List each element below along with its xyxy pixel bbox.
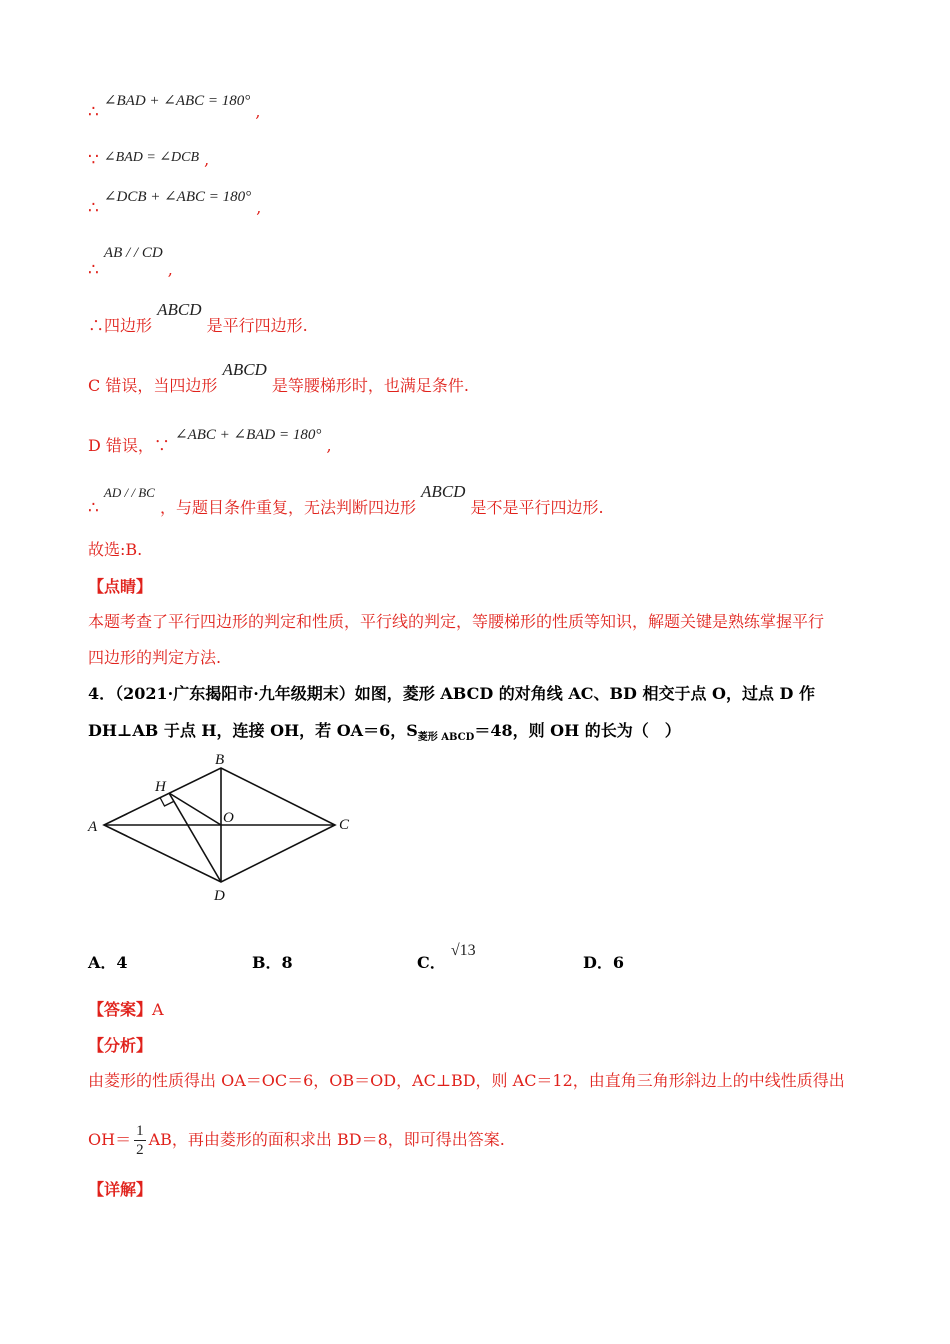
label-b: B — [215, 752, 225, 768]
step-line-1 — [88, 90, 261, 122]
step-line-7 — [88, 424, 332, 455]
step-line-3 — [88, 186, 262, 218]
analysis-text-line-2 — [88, 1122, 505, 1159]
detail-label: 【详解】 — [88, 1180, 153, 1199]
analysis-label: 【分析】 — [88, 1036, 153, 1055]
text-prefix: C 错误，当四边形 — [88, 376, 218, 395]
step-line-8 — [88, 482, 604, 518]
question-line-1: 4．（2021·广东揭阳市·九年级期末）如图，菱形 ABCD 的对角线 AC、BD 相交于点 O，过点 D 作 — [88, 684, 816, 703]
answer-value: A — [152, 1000, 164, 1019]
question-text-a: DH⊥AB 于点 H，连接 OH，若 OA＝6，S — [88, 721, 418, 740]
therefore-symbol: ∴ — [88, 498, 99, 518]
question-text-b: ＝48，则 OH 的长为（ ） — [474, 721, 681, 740]
option-b[interactable]: B．8 — [252, 953, 293, 972]
option-d[interactable]: D．6 — [583, 953, 625, 972]
sqrt-13: √13 — [450, 942, 476, 959]
step-line-4 — [88, 242, 173, 280]
label-c: C — [339, 817, 350, 833]
math-expression: ∠BAD + ∠ABC = 180° — [103, 93, 251, 109]
math-expression: ABCD — [157, 300, 202, 319]
rhombus-figure — [80, 748, 370, 908]
text-suffix: 是不是平行四边形. — [470, 498, 604, 517]
math-expression: ABCD — [222, 360, 267, 379]
option-c-label: C． — [417, 953, 446, 972]
area-subscript: 菱形 ABCD — [417, 732, 475, 744]
step-line-5 — [88, 300, 308, 335]
therefore-symbol: ∴ — [88, 102, 99, 122]
analysis-text-b: AB，再由菱形的面积求出 BD＝8，即可得出答案. — [148, 1130, 505, 1149]
punctuation: , — [256, 198, 262, 217]
label-h: H — [155, 779, 166, 795]
text-prefix: D 错误，∵ — [88, 436, 170, 455]
math-expression: ∠ABC + ∠BAD = 180° — [175, 427, 322, 443]
fraction-numerator: 1 — [136, 1123, 144, 1139]
segment-oh — [169, 793, 221, 825]
fraction-denominator: 2 — [136, 1142, 144, 1158]
answer-line — [88, 1000, 164, 1020]
text-middle: ，与题目条件重复，无法判断四边形 — [159, 498, 416, 517]
punctuation: , — [326, 436, 332, 455]
label-d: D — [214, 888, 225, 904]
math-expression: ∠BAD = ∠DCB — [103, 150, 200, 165]
step-line-6 — [88, 360, 470, 395]
question-line-2 — [88, 721, 681, 748]
dianjing-text-line-1: 本题考查了平行四边形的判定和性质，平行线的判定，等腰梯形的性质等知识，解题关键是熟练掌握平行 — [88, 612, 825, 631]
math-expression: AD / / BC — [103, 485, 155, 500]
label-a: A — [88, 819, 98, 835]
dianjing-text-line-2: 四边形的判定方法. — [88, 648, 222, 667]
text-suffix: 是平行四边形. — [206, 316, 308, 335]
math-expression: ∠DCB + ∠ABC = 180° — [103, 189, 252, 205]
punctuation: , — [204, 150, 210, 169]
answer-label: 【答案】 — [88, 1000, 153, 1019]
math-expression: ABCD — [421, 482, 466, 501]
option-c[interactable] — [417, 940, 476, 972]
text-prefix: ∴四边形 — [88, 316, 153, 335]
because-symbol: ∵ — [88, 150, 99, 170]
dianjing-label: 【点睛】 — [88, 577, 153, 596]
math-expression: AB / / CD — [103, 245, 163, 261]
step-line-2 — [88, 146, 210, 170]
therefore-symbol: ∴ — [88, 260, 99, 280]
analysis-text-line-1: 由菱形的性质得出 OA＝OC＝6，OB＝OD，AC⊥BD，则 AC＝12，由直角三角形斜边上的中线性质得出 — [88, 1071, 845, 1090]
punctuation: , — [167, 260, 173, 279]
choose-answer-text: 故选:B. — [88, 540, 143, 559]
therefore-symbol: ∴ — [88, 198, 99, 218]
option-a[interactable]: A．4 — [88, 953, 128, 972]
fraction-one-half — [134, 1122, 146, 1159]
label-o: O — [223, 810, 234, 826]
punctuation: , — [255, 102, 261, 121]
analysis-text-a: OH＝ — [88, 1130, 132, 1149]
text-suffix: 是等腰梯形时，也满足条件. — [271, 376, 470, 395]
